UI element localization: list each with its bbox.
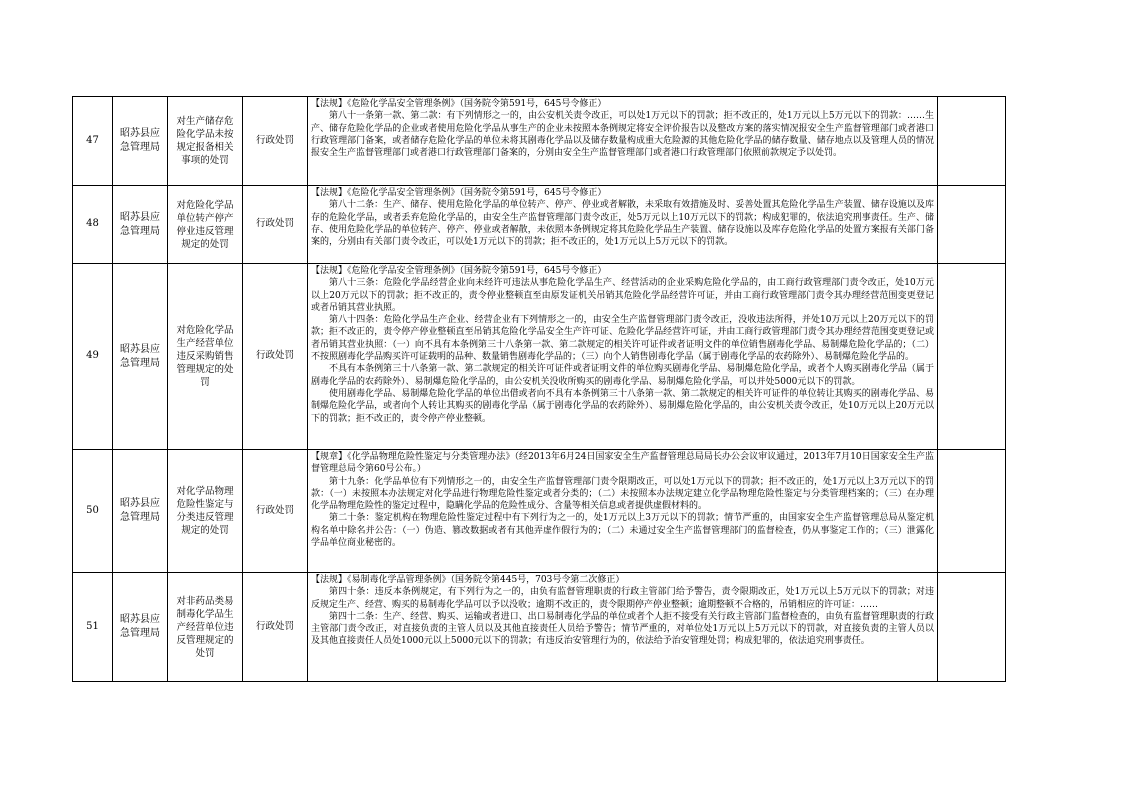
legal-basis-cell — [308, 264, 938, 450]
item-name-cell: 对非药品类易制毒化学品生产经营单位违反管理规定的处罚 — [168, 573, 243, 682]
regulation-article: 第十九条：化学品单位有下列情形之一的，由安全生产监督管理部门责令限期改正，可以处1万元以下的罚款；拒不改正的，处1万元以上3万元以下的罚款：（一）未按照本办法规定对化学品进行物理危险性鉴定或者分类的；（二）未按照本办法规定建立化学品物理危险性鉴定与分类管理档案的；（三）在办理化学品物理危险性的鉴定过程中，隐瞒化学品的危险性成分、含量等相关信息或者提供虚假材料的。 — [311, 476, 934, 512]
regulation-article: 第八十一条第一款、第二款：有下列情形之一的，由公安机关责令改正，可以处1万元以下的罚款；拒不改正的，处1万元以上5万元以下的罚款：……生产、储存危险化学品的企业或者使用危险化学品从事生产的企业未按照本条例规定将安全评价报告以及整改方案的落实情况报安全生产监督管理部门或者港口行政管理部门备案，或者储存危险化学品的单位未将其剧毒化学品以及储存数量构成重大危险源的其他危险化学品的储存数量、储存地点以及管理人员的情况报安全生产监督管理部门或者港口行政管理部门备案的，分别由安全生产监督管理部门或者港口行政管理部门依照前款规定予以处罚。 — [311, 111, 934, 159]
row-number: 47 — [73, 97, 113, 186]
remark-cell — [938, 97, 1006, 186]
department-cell: 昭苏县应急管理局 — [113, 264, 168, 450]
remark-cell — [938, 264, 1006, 450]
row-number: 51 — [73, 573, 113, 682]
row-number: 48 — [73, 186, 113, 264]
department-cell: 昭苏县应急管理局 — [113, 186, 168, 264]
regulation-title: 【规章】《化学品物理危险性鉴定与分类管理办法》（经2013年6月24日国家安全生产监督管理总局局长办公会议审议通过，2013年7月10日国家安全生产监督管理总局令第60号公布。） — [311, 452, 934, 475]
table-row — [73, 573, 1006, 682]
department-cell: 昭苏县应急管理局 — [113, 573, 168, 682]
remark-cell — [938, 450, 1006, 573]
penalty-table — [72, 96, 1006, 682]
legal-basis-cell — [308, 573, 938, 682]
table-row — [73, 97, 1006, 186]
regulation-title: 【法规】《危险化学品安全管理条例》（国务院令第591号，645号令修正） — [311, 188, 607, 198]
item-name-cell: 对危险化学品生产经营单位违反采购销售管理规定的处罚 — [168, 264, 243, 450]
table-row — [73, 450, 1006, 573]
regulation-article: 第八十二条：生产、储存、使用危险化学品的单位转产、停产、停业或者解散，未采取有效措施及时、妥善处置其危险化学品生产装置、储存设施以及库存的危险化学品，或者丢弃危险化学品的，由安全生产监督管理部门责令改正，处5万元以上10万元以下的罚款；构成犯罪的，依法追究刑事责任。生产、储存、使用危险化学品的单位转产、停产、停业或者解散，未依照本条例规定将其危险化学品生产装置、储存设施以及库存危险化学品的处置方案报有关部门备案的，分别由有关部门责令改正，可以处1万元以下的罚款；拒不改正的，处1万元以上5万元以下的罚款。 — [311, 200, 934, 248]
penalty-type-cell: 行政处罚 — [243, 264, 308, 450]
regulation-article: 第八十三条：危险化学品经营企业向未经许可违法从事危险化学品生产、经营活动的企业采购危险化学品的，由工商行政管理部门责令改正，处10万元以上20万元以下的罚款；拒不改正的，责令停业整顿直至由原发证机关吊销其危险化学品经营许可证，并由工商行政管理部门责令其办理经营范围变更登记或者吊销其营业执照。 — [311, 278, 934, 313]
penalty-type-cell: 行政处罚 — [243, 573, 308, 682]
row-number: 50 — [73, 450, 113, 573]
penalty-type-cell: 行政处罚 — [243, 186, 308, 264]
regulation-article: 第八十四条：危险化学品生产企业、经营企业有下列情形之一的，由安全生产监督管理部门责令改正，没收违法所得，并处10万元以上20万元以下的罚款；拒不改正的，责令停产停业整顿直至吊销其危险化学品安全生产许可证、危险化学品经营许可证，并由工商行政管理部门责令其办理经营范围变更登记或者吊销其营业执照：（一）向不具有本条例第三十八条第一款、第二款规定的相关许可证件或者证明文件的单位销售剧毒化学品、易制爆危险化学品的；（二）不按照剧毒化学品购买许可证载明的品种、数量销售剧毒化学品的；（三）向个人销售剧毒化学品（属于剧毒化学品的农药除外）、易制爆危险化学品的。 — [311, 315, 934, 363]
table-row — [73, 264, 1006, 450]
regulation-article: 不具有本条例第三十八条第一款、第二款规定的相关许可证件或者证明文件的单位购买剧毒化学品、易制爆危险化学品，或者个人购买剧毒化学品（属于剧毒化学品的农药除外）、易制爆危险化学品的，由公安机关没收所购买的剧毒化学品、易制爆危险化学品，可以并处5000元以下的罚款。 — [311, 364, 934, 387]
regulation-title: 【法规】《危险化学品安全管理条例》（国务院令第591号，645号令修正） — [311, 99, 607, 109]
remark-cell — [938, 186, 1006, 264]
regulation-title: 【法规】《危险化学品安全管理条例》（国务院令第591号，645号令修正） — [311, 266, 607, 276]
regulation-article: 第四十条：违反本条例规定，有下列行为之一的，由负有监督管理职责的行政主管部门给予警告，责令限期改正，处1万元以上5万元以下的罚款；对违反规定生产、经营、购买的易制毒化学品可以予以没收；逾期不改正的，责令限期停产停业整顿；逾期整顿不合格的，吊销相应的许可证：…… — [311, 587, 934, 610]
item-name-cell: 对危险化学品单位转产停产停业违反管理规定的处罚 — [168, 186, 243, 264]
department-cell: 昭苏县应急管理局 — [113, 97, 168, 186]
regulation-article: 使用剧毒化学品、易制爆危险化学品的单位出借或者向不具有本条例第三十八条第一款、第二款规定的相关许可证件的单位转让其购买的剧毒化学品、易制爆危险化学品，或者向个人转让其购买的剧毒化学品（属于剧毒化学品的农药除外）、易制爆危险化学品的，由公安机关责令改正，处10万元以上20万元以下的罚款；拒不改正的，责令停产停业整顿。 — [311, 388, 934, 424]
penalty-type-cell: 行政处罚 — [243, 450, 308, 573]
penalty-type-cell: 行政处罚 — [243, 97, 308, 186]
item-name-cell: 对化学品物理危险性鉴定与分类违反管理规定的处罚 — [168, 450, 243, 573]
legal-basis-cell — [308, 450, 938, 573]
legal-basis-cell — [308, 186, 938, 264]
item-name-cell: 对生产储存危险化学品未按规定报备相关事项的处罚 — [168, 97, 243, 186]
legal-basis-cell — [308, 97, 938, 186]
table-row — [73, 186, 1006, 264]
regulation-article: 第二十条：鉴定机构在物理危险性鉴定过程中有下列行为之一的，处1万元以上3万元以下的罚款；情节严重的，由国家安全生产监督管理总局从鉴定机构名单中除名并公告：（一）伪造、篡改数据或者有其他弄虚作假行为的；（二）未通过安全生产监督管理部门的监督检查，仍从事鉴定工作的；（三）泄露化学品单位商业秘密的。 — [311, 513, 934, 549]
row-number: 49 — [73, 264, 113, 450]
remark-cell — [938, 573, 1006, 682]
regulation-article: 第四十二条：生产、经营、购买、运输或者进口、出口易制毒化学品的单位或者个人拒不接受有关行政主管部门监督检查的，由负有监督管理职责的行政主管部门责令改正，对直接负责的主管人员以及其他直接责任人员给予警告；情节严重的，对单位处1万元以上5万元以下的罚款，对直接负责的主管人员以及其他直接责任人员处1000元以上5000元以下的罚款；有违反治安管理行为的，依法给予治安管理处罚；构成犯罪的，依法追究刑事责任。 — [311, 611, 934, 647]
department-cell: 昭苏县应急管理局 — [113, 450, 168, 573]
regulation-title: 【法规】《易制毒化学品管理条例》（国务院令第445号，703号令第二次修正） — [311, 575, 625, 585]
